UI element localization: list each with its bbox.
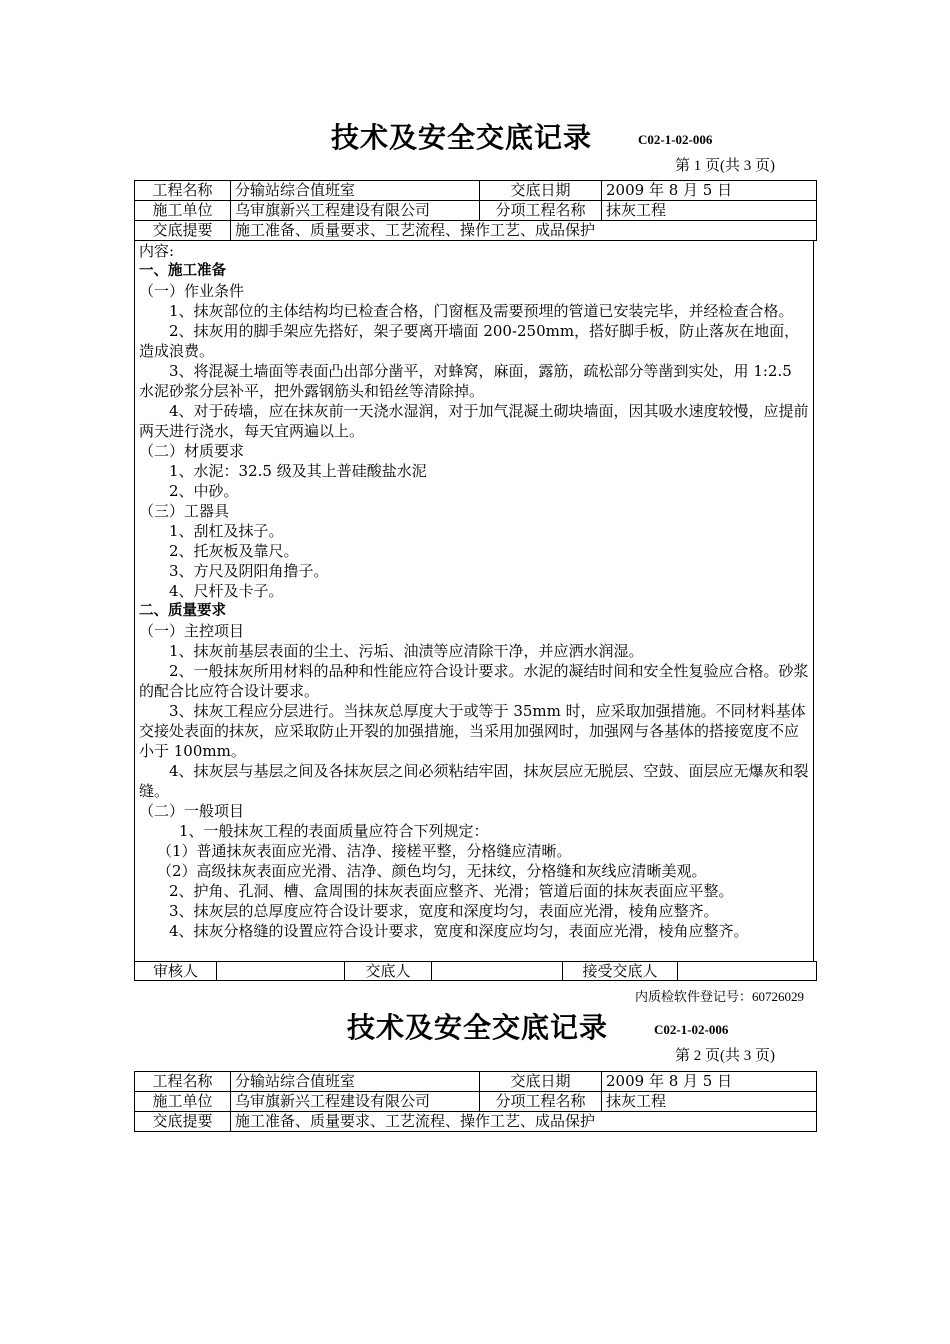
page1-form-code: C02-1-02-006 [638,132,713,147]
subproject-value: 抹灰工程 [602,201,817,221]
page1-page-number: 第 1 页(共 3 页) [675,158,775,174]
summary-value: 施工准备、质量要求、工艺流程、操作工艺、成品保护 [231,1112,817,1132]
paragraph: 3、抹灰工程应分层进行。当抹灰总厚度大于或等于 35mm 时，应采取加强措施。不同材料基体交接处表面的抹灰，应采取防止开裂的加强措施，当采用加强网时，加强网与各基体的搭接宽度不应小于 100mm。 [139,702,806,760]
paragraph: 4、对于砖墙，应在抹灰前一天浇水湿润，对于加气混凝土砌块墙面，因其吸水速度较慢，应提前两天进行浇水，每天宜两遍以上。 [139,402,809,440]
paragraph: 3、抹灰层的总厚度应符合设计要求，宽度和深度均匀，表面应光滑，棱角应整齐。 [169,902,719,920]
page1-header-table [134,180,817,241]
receiver-field [678,962,817,981]
section-heading: 二、质量要求 [139,603,226,619]
page1-title: 技术及安全交底记录 [331,121,593,154]
page2-header-table [134,1071,817,1132]
project-name-value: 分输站综合值班室 [231,1072,480,1092]
paragraph: 4、抹灰层与基层之间及各抹灰层之间必须粘结牢固，抹灰层应无脱层、空鼓、面层应无爆灰和裂缝。 [139,762,809,800]
subsection-heading: （二）一般项目 [139,802,245,820]
paragraph: 2、抹灰用的脚手架应先搭好，架子要离开墙面 200-250mm，搭好脚手板，防止落灰在地面，造成浪费。 [139,322,800,360]
unit-label: 施工单位 [135,201,231,221]
paragraph: 3、将混凝土墙面等表面凸出部分凿平，对蜂窝，麻面，露筋，疏松部分等凿到实处，用 1:2.5 水泥砂浆分层补平，把外露钢筋头和铅丝等清除掉。 [139,362,792,400]
section-heading: 一、施工准备 [139,263,226,279]
subsection-heading: （一）作业条件 [139,282,245,300]
page2-page-number: 第 2 页(共 3 页) [675,1048,775,1064]
registration-number: 内质检软件登记号：60726029 [634,989,804,1004]
subsection-heading: （一）主控项目 [139,622,245,640]
date-label: 交底日期 [480,181,602,201]
date-label: 交底日期 [480,1072,602,1092]
paragraph: 1、刮杠及抹子。 [169,522,284,540]
project-name-label: 工程名称 [135,181,231,201]
paragraph: 2、中砂。 [169,482,239,500]
table-row [135,201,817,221]
subproject-label: 分项工程名称 [480,201,602,221]
discloser-label: 交底人 [345,962,432,981]
paragraph: 3、方尺及阴阳角撸子。 [169,562,329,580]
summary-label: 交底提要 [135,1112,231,1132]
receiver-label: 接受交底人 [563,962,678,981]
unit-value: 乌审旗新兴工程建设有限公司 [231,201,480,221]
summary-label: 交底提要 [135,221,231,241]
reviewer-field [217,962,345,981]
paragraph: 2、一般抹灰所用材料的品种和性能应符合设计要求。水泥的凝结时间和安全性复验应合格。砂浆的配合比应符合设计要求。 [139,662,809,700]
subproject-label: 分项工程名称 [480,1092,602,1112]
unit-value: 乌审旗新兴工程建设有限公司 [231,1092,480,1112]
summary-value: 施工准备、质量要求、工艺流程、操作工艺、成品保护 [231,221,817,241]
table-row [135,181,817,201]
date-value: 2009 年 8 月 5 日 [602,1072,817,1092]
table-row [135,1072,817,1092]
paragraph: 1、水泥：32.5 级及其上普硅酸盐水泥 [169,462,427,480]
page1-title-row [0,114,950,164]
unit-label: 施工单位 [135,1092,231,1112]
content-intro: 内容: [139,242,175,260]
subproject-value: 抹灰工程 [602,1092,817,1112]
date-value: 2009 年 8 月 5 日 [602,181,817,201]
paragraph: （2）高级抹灰表面应光滑、洁净、颜色均匀，无抹纹，分格缝和灰线应清晰美观。 [157,862,707,880]
paragraph: 4、尺杆及卡子。 [169,582,284,600]
table-row [135,1112,817,1132]
paragraph: 2、托灰板及靠尺。 [169,542,299,560]
signature-table [134,961,817,981]
paragraph: 1、一般抹灰工程的表面质量应符合下列规定： [179,822,489,840]
table-row [135,1092,817,1112]
paragraph: 1、抹灰前基层表面的尘土、污垢、油渍等应清除干净，并应洒水润湿。 [169,642,644,660]
reviewer-label: 审核人 [135,962,217,981]
paragraph: 4、抹灰分格缝的设置应符合设计要求，宽度和深度应均匀，表面应光滑，棱角应整齐。 [169,922,749,940]
project-name-label: 工程名称 [135,1072,231,1092]
table-row [135,221,817,241]
page2-form-code: C02-1-02-006 [654,1022,729,1037]
table-row [135,962,817,981]
content-area [134,241,814,961]
subsection-heading: （三）工器具 [139,502,230,520]
page2-title-row [0,1004,950,1054]
paragraph: 2、护角、孔洞、槽、盒周围的抹灰表面应整齐、光滑；管道后面的抹灰表面应平整。 [169,882,734,900]
page2-title: 技术及安全交底记录 [347,1011,609,1044]
subsection-heading: （二）材质要求 [139,442,245,460]
paragraph: 1、抹灰部位的主体结构均已检查合格，门窗框及需要预埋的管道已安装完毕，并经检查合格。 [169,302,794,320]
project-name-value: 分输站综合值班室 [231,181,480,201]
discloser-field [432,962,563,981]
paragraph: （1）普通抹灰表面应光滑、洁净、接槎平整，分格缝应清晰。 [157,842,572,860]
